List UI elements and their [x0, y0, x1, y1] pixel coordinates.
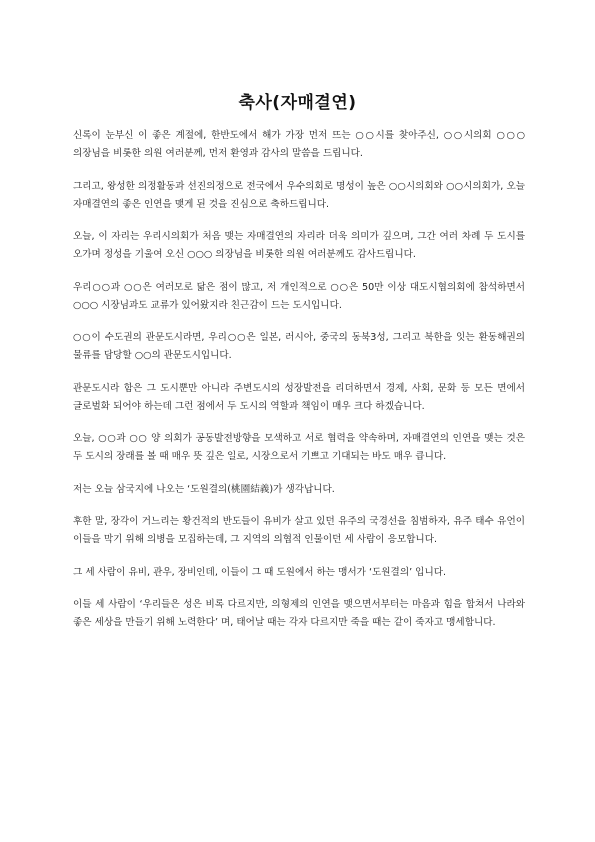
paragraph-6: 관문도시라 함은 그 도시뿐만 아니라 주변도시의 성장발전을 리더하면서 경제, 사회, 문화 등 모든 면에서 글로벌화 되어야 하는데 그런 점에서 두 도시의 역할과 책임이 매우 크다 하겠습니다. [73, 382, 525, 412]
paragraph-10: 그 세 사람이 유비, 관우, 장비인데, 이들이 그 때 도원에서 하는 맹서가 ‘도원결의’ 입니다. [73, 566, 447, 578]
paragraph-9: 후한 말, 장각이 거느리는 황건적의 반도들이 유비가 살고 있던 유주의 국경선을 침범하자, 유주 태수 유언이 이들을 막기 위해 의병을 모집하는데, 그 지역의 의협적 인물이던 세 사람이 응모합니다. [73, 516, 525, 545]
paragraph-11: 이들 세 사람이 ‘우리들은 성은 비록 다르지만, 의형제의 인연을 맺으면서부터는 마음과 힘을 합쳐서 나라와 좋은 세상을 만들기 위해 노력한다’ 며, 태어날 때는 각자 다르지만 죽을 때는 같이 죽자고 맹세합니다. [73, 599, 525, 628]
document-body [73, 127, 525, 647]
paragraph-5: ○○이 수도권의 관문도시라면, 우리○○은 일본, 러시아, 중국의 동북3성, 그리고 북한을 잇는 환동해권의 물류를 담당할 ○○의 관문도시입니다. [73, 332, 525, 361]
paragraph-1: 신록이 눈부신 이 좋은 계절에, 한반도에서 해가 가장 먼저 뜨는 ○○시를 찾아주신, ○○시의회 ○○○ 의장님을 비롯한 의원 여러분께, 먼저 환영과 감사의 말씀을 드립니다. [73, 130, 525, 159]
paragraph-4: 우리○○과 ○○은 여러모로 닮은 점이 많고, 저 개인적으로 ○○은 50만 이상 대도시협의회에 참석하면서 ○○○ 시장님과도 교류가 있어왔지라 친근감이 드는 도시입니다. [73, 281, 525, 311]
paragraph-7: 오늘, ○○과 ○○ 양 의회가 공동발전방향을 모색하고 서로 협력을 약속하며, 자매결연의 인연을 맺는 것은 두 도시의 장래를 볼 때 매우 뜻 깊은 일로, 시장으로서 기쁘고 기대되는 바도 매우 큽니다. [73, 433, 525, 462]
paragraph-2: 그리고, 왕성한 의정활동과 선진의정으로 전국에서 우수의회로 명성이 높은 ○○시의회와 ○○시의회가, 오늘 자매결연의 좋은 인연을 맺게 된 것을 진심으로 축하드립니다. [73, 180, 525, 210]
paragraph-8: 저는 오늘 삼국지에 나오는 ‘도원결의(桃園結義)가 생각납니다. [73, 483, 335, 495]
paragraph-3: 오늘, 이 자리는 우리시의회가 처음 맺는 자매결연의 자리라 더욱 의미가 깊으며, 그간 여러 차례 두 도시를 오가며 정성을 기울여 오신 ○○○ 의장님을 비롯한 의원 여러분께도 감사드립니다. [73, 231, 525, 260]
document-title: 축사(자매결연) [238, 93, 357, 113]
